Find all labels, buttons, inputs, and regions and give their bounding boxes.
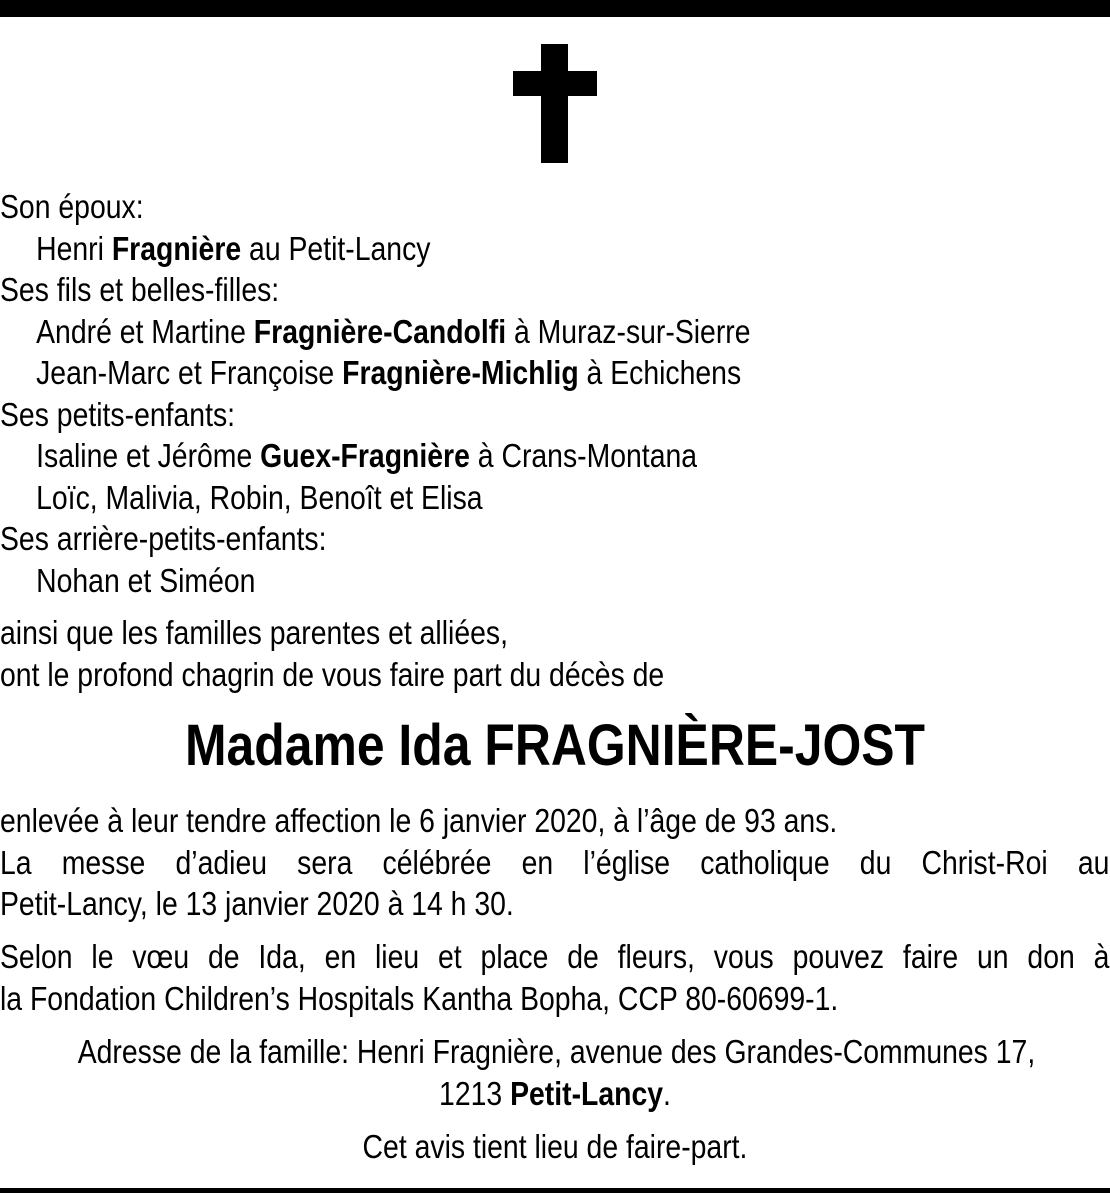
- closing-line: Cet avis tient lieu de faire-part.: [362, 1128, 748, 1165]
- donation-line-1: Selon le vœu de Ida, en lieu et place de fleurs, vous pouvez faire un don à: [0, 938, 1110, 975]
- address-line-1: Adresse de la famille: Henri Fragnière, avenue des Grandes-Communes 17,: [77, 1033, 1036, 1070]
- address-line-2: 1213 Petit-Lancy.: [439, 1074, 671, 1112]
- donation-text: [0, 936, 1110, 1019]
- spouse-label: Son époux:: [0, 188, 144, 225]
- grandchild-line-1: Isaline et Jérôme Guex-Fragnière à Crans-Montana: [36, 437, 698, 474]
- details-line-2: La messe d’adieu sera célébrée en l’église catholique du Christ-Roi au: [0, 843, 1110, 881]
- son-line-1: André et Martine Fragnière-Candolfi à Muraz-sur-Sierre: [36, 312, 751, 350]
- intro-line-1: ainsi que les familles parentes et alliées,: [0, 614, 508, 651]
- intro-line-2: ont le profond chagrin de vous faire part du décès de: [0, 655, 665, 693]
- intro-text: [0, 612, 1110, 695]
- donation-line-2: la Fondation Children’s Hospitals Kantha Bopha, CCP 80-60699-1.: [0, 979, 839, 1017]
- closing-text: [0, 1126, 1110, 1168]
- great-grandchildren-label: Ses arrière-petits-enfants:: [0, 520, 327, 557]
- top-rule: [0, 0, 1110, 17]
- details-line-3: Petit-Lancy, le 13 janvier 2020 à 14 h 30.: [0, 885, 514, 922]
- grandchild-line-2: Loïc, Malivia, Robin, Benoît et Elisa: [36, 478, 483, 516]
- details-text: [0, 800, 1110, 925]
- grandchildren-label: Ses petits-enfants:: [0, 395, 236, 433]
- details-line-1: enlevée à leur tendre affection le 6 janvier 2020, à l’âge de 93 ans.: [0, 802, 838, 839]
- deceased-name: Madame Ida FRAGNIÈRE-JOST: [184, 713, 926, 778]
- sons-label: Ses fils et belles-filles:: [0, 271, 280, 308]
- bottom-rule: [0, 1188, 1110, 1193]
- latin-cross-icon: [513, 44, 597, 163]
- address-text: [0, 1031, 1110, 1114]
- spouse-line: Henri Fragnière au Petit-Lancy: [36, 229, 431, 267]
- son-line-2: Jean-Marc et Françoise Fragnière-Michlig à Echichens: [36, 354, 742, 391]
- great-grandchildren-line: Nohan et Siméon: [36, 561, 256, 599]
- family-list: [0, 186, 1110, 601]
